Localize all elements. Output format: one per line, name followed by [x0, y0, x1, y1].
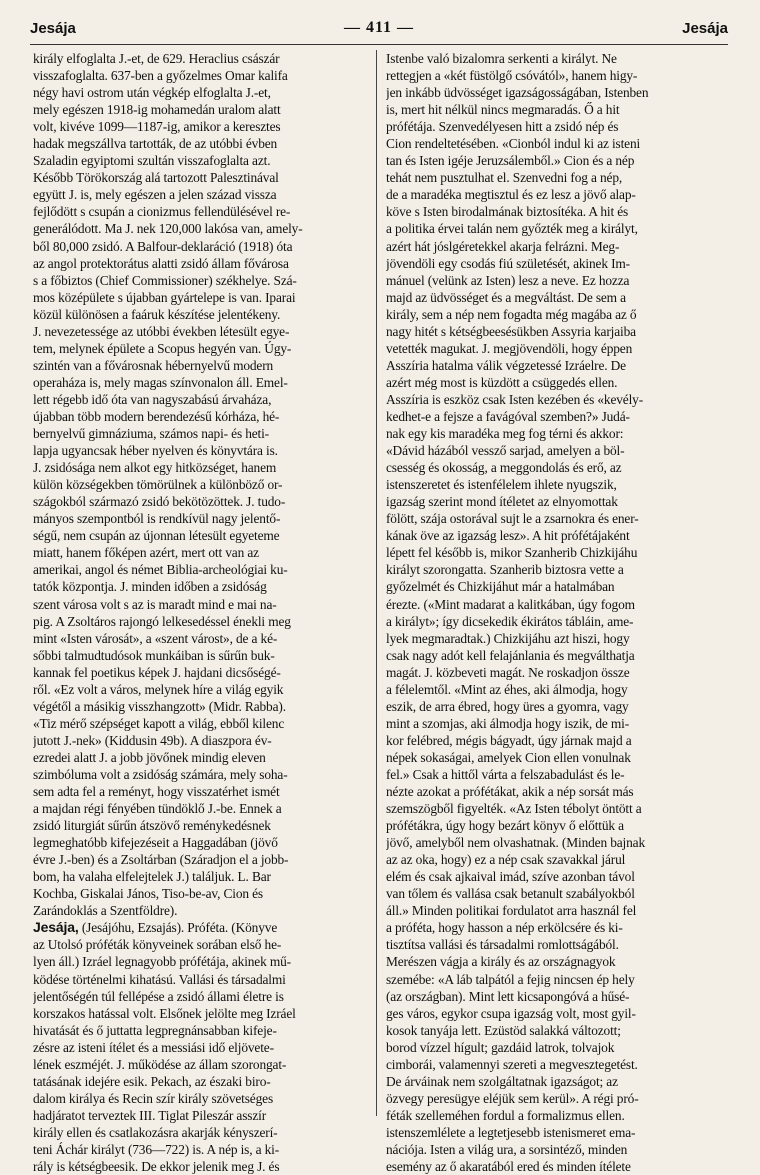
- right-column-line: azért még most is küzdött a csüggedés ellen.: [386, 374, 618, 390]
- right-column-line: Asszíria is eszköz csak Isten kezében és «kevély-: [386, 391, 644, 407]
- left-column-line: bernyelvű gimnáziuma, számos napi- és heti-: [33, 426, 269, 442]
- right-column-line: mint a szomjas, aki álmodja hogy iszik, de mi-: [386, 715, 630, 731]
- left-column-line: mos középülete s újabban gyártelepe is van. Iparai: [33, 289, 296, 305]
- right-column-line: azért hát jóslgéretekkel akarja felrázni. Meg-: [386, 238, 620, 254]
- right-column-line: kosok tanyája lett. Ezüstöd salakká változott;: [386, 1022, 621, 1038]
- left-column-line: tatók központja. J. minden időben a zsidóság: [33, 579, 267, 595]
- header-left-title: Jesája: [30, 19, 76, 37]
- right-column-line: kának öve az igazság lesz». A hit prófétájaként: [386, 528, 630, 544]
- left-column-line: operaháza is, mely magas színvonalon áll. Emel-: [33, 374, 288, 390]
- right-column-line: a politika érvei talán nem győzték meg a királyt,: [386, 221, 638, 237]
- right-column-line: istenszemlélete a legtetjesebb istenismeret ema-: [386, 1124, 636, 1140]
- right-column-line: fölött, szája ostorával sujt le a zsarnokra és ener-: [386, 511, 639, 527]
- left-column-line: kannak fel poetikus képek J. hajdani dicsőségé-: [33, 664, 281, 680]
- left-column-line: az angol protektorátus alatti zsidó állam fővárosa: [33, 255, 289, 271]
- header-right-title: Jesája: [682, 19, 728, 37]
- right-column-line: jen inkább üdvösséget igazságosságában, Istenben: [386, 85, 649, 101]
- left-column-line: sőbbi talmudtudósok munkáiban is sűrűn buk-: [33, 647, 275, 663]
- right-column-line: szemébe: «A láb talpától a fejig nincsen ép hely: [386, 971, 635, 987]
- left-column-line: Jesája, (Jesájóhu, Ezsajás). Próféta. (Könyve: [33, 919, 278, 936]
- left-column-line: négy havi ostrom után végkép elfoglalta J.-et,: [33, 85, 271, 101]
- left-column-line: szintén van a fővárosnak hébernyelvű modern: [33, 357, 274, 373]
- right-column-line: csak nagy adót kell felajánlania és megválthatja: [386, 647, 635, 663]
- right-column-line: királyt szorongatta. Szanherib biztosra vette a: [386, 562, 624, 578]
- right-column-line: féták szelleméhen fordul a formalizmus ellen.: [386, 1107, 625, 1123]
- right-column-line: kedhet-e a fejsze a favágóval szemben?» Judá-: [386, 408, 630, 424]
- right-column-line: lépett fel később is, mikor Szanherib Chizkijáhu: [386, 545, 638, 561]
- left-column-line: fejlődött s csupán a cionizmus fellendülésével re-: [33, 204, 291, 220]
- left-column-line: dalom királya és Recin szír király szövetséges: [33, 1090, 274, 1106]
- right-column-line: király, sem a nép nem fogadta még magába az ő: [386, 306, 637, 322]
- left-column-line: pig. A Zsoltáros rajongó lelkesedéssel énekli meg: [33, 613, 291, 629]
- right-column-line: (az országban). Mint lett kicsapongóvá a hűsé-: [386, 988, 630, 1004]
- right-column-line: Istenbe való bizalomra serkenti a királyt. Ne: [386, 51, 617, 66]
- left-column-line: visszafoglalta. 637-ben a győzelmes Omar kalifa: [33, 68, 288, 84]
- left-column-line: lének eszméjét. J. működése az állam szorongat-: [33, 1056, 287, 1072]
- right-column-line: kor felébred, mégis bágyadt, úgy járnak majd a: [386, 732, 632, 748]
- right-column-line: fel.» Csak a hittől várta a felszabadulást és le-: [386, 766, 625, 782]
- right-column-line: köve s Isten birodalmának biztosítéka. A hit és: [386, 204, 629, 220]
- left-column-line: jutott J.-nek» (Kiddusin 49b). A diaszpora év-: [33, 732, 272, 748]
- left-column-line: sem adta fel a reményt, hogy visszatérhet ismét: [33, 784, 280, 800]
- left-column-line: volt, kivéve 1099—1187-ig, amikor a keresztes: [33, 119, 281, 135]
- right-column-line: elém és csak ajkaival imád, szíve azonban távol: [386, 869, 635, 885]
- left-column-line: külön községekben tömörülnek a különböző or-: [33, 477, 283, 493]
- running-header: [30, 14, 728, 42]
- right-column-line: jövendöli egy csodás fiú születését, akinek Im-: [386, 255, 630, 271]
- right-column-line: prófétája. Szenvedélyesen hitt a zsidó nép és: [386, 119, 619, 135]
- right-column-line: az az oka, hogy) ez a nép csak szavakkal járul: [386, 852, 626, 868]
- right-column-line: majd az üdvösséget és a megváltást. De sem a: [386, 289, 626, 305]
- right-column-line: tan és Isten igéje Jeruzsálemből.» Cion és a nép: [386, 153, 635, 169]
- left-column-line: szágokból származó zsidó bekötözöttek. J. tudo-: [33, 494, 286, 510]
- left-column-line: bom, ha valaha elfelejtelek J.) találjuk. L. Bar: [33, 869, 271, 885]
- right-column-line: igazság szerint mond ítéletet az elnyomottak: [386, 494, 618, 510]
- right-column-line: nézte azokat a prófétákat, akik a nép sorsát más: [386, 784, 634, 800]
- right-column-line: prófétákra, úgy hogy bezárt könyv ő előttük a: [386, 818, 624, 834]
- left-column-line: miatt, hanem főképen azért, mert ott van az: [33, 545, 259, 561]
- right-column-line: jövő, amelyből nem olvashatnak. (Minden bajnak: [386, 835, 645, 851]
- right-column-line: áll.» Minden politikai fordulatot arra használ fel: [386, 903, 637, 919]
- left-column-line: tem, melynek épülete a Scopus hegyén van. Úgy-: [33, 340, 292, 356]
- left-column-line: teni Áchár királyt (736—722) is. A nép is, a ki-: [33, 1142, 280, 1157]
- right-column-line: a félelemtől. «Mint az éhes, aki álmodja, hogy: [386, 681, 628, 697]
- right-column-line: mánuel (velünk az Isten) lesz a neve. Ez hozza: [386, 272, 630, 288]
- left-column-line: s a főbiztos (Chief Commissioner) székhelye. Szá-: [33, 272, 297, 288]
- right-column-line: tisztítsa vallási és társadalmi romlottságából.: [386, 937, 619, 953]
- left-column-line: lett régebb idő óta van nagyszabású árvaháza,: [33, 391, 272, 407]
- right-column-line: van tőlem és vallása csak betanult szabályokból: [386, 886, 635, 902]
- left-column-line: J. zsidósága nem alkot egy hitközséget, hanem: [33, 460, 277, 476]
- right-column-line: de a maradéka megtisztul és ez lesz a jövő alap-: [386, 187, 636, 203]
- right-column-line: érezte. («Mint madarat a kalitkában, úgy fogom: [386, 596, 635, 612]
- right-column-line: nációja. Isten a világ ura, a sorsintéző, minden: [386, 1142, 628, 1157]
- left-column-line: rály is kétségbeesik. De ekkor jelenik meg J. és: [33, 1159, 280, 1175]
- right-column-line: szemszögből figyelték. «Az Isten tébolyt öntött a: [386, 801, 642, 817]
- right-column-line: ges város, egykor csupa igazság volt, most gyil-: [386, 1005, 636, 1021]
- right-column-line: a királyt»; így dicsekedik ékirátos tábláin, ame-: [386, 613, 634, 629]
- header-rule: [30, 44, 728, 45]
- left-column-line: legmeghatóbb kifejezéseit a Haggadában (jövő: [33, 835, 278, 851]
- left-column-line: Zarándoklás a Szentföldre).: [33, 903, 178, 919]
- right-column-line: cimborái, valamennyi szereti a megvesztegetést.: [386, 1056, 638, 1072]
- left-column-line: zsidó liturgiát sűrűn átszövő reménykedésnek: [33, 818, 271, 834]
- right-column-line: istenszeretet és istenfélelem ihlete nyugszik,: [386, 477, 617, 493]
- column-divider: [376, 50, 377, 1116]
- left-column-line: mányos szempontból is rendkívül nagy jelentő-: [33, 511, 281, 527]
- left-column-line: zésre az isteni ítélet és a messiási idő eljövete-: [33, 1039, 274, 1055]
- left-column-line: király ellen és csatlakozásra akarják kényszerí-: [33, 1124, 278, 1140]
- left-column-line: Kochba, Giskalai János, Tiso-be-av, Cion és: [33, 886, 263, 902]
- left-column-line: amerikai, angol és német Biblia-archeológiai ku-: [33, 562, 288, 578]
- right-column-line: Asszíria hatalma válik végzetessé Izráelre. De: [386, 357, 626, 373]
- right-column-line: nak egy kis maradéka meg fog térni és akkor:: [386, 426, 624, 442]
- left-column-line: évre J.-ben) és a Zsoltárban (Száradjon el a jobb-: [33, 852, 289, 868]
- right-column-line: vetették magukat. J. megjövendöli, hogy éppen: [386, 340, 633, 356]
- left-column-line: szent városa volt s az is maradt mind e mai na-: [33, 596, 277, 612]
- left-column-line: hadak megszállva tartották, de az utóbbi évben: [33, 136, 278, 152]
- left-column-line: közül különösen a faáruk készítése jelentékeny.: [33, 306, 281, 322]
- left-column-line: együtt J. is, mely egészen a jelen század vissza: [33, 187, 277, 203]
- right-column-line: borod vízzel hígult; gazdáid latrok, tolvajok: [386, 1039, 615, 1055]
- left-column-line: az Utolsó próféták könyveinek sorában első he-: [33, 937, 282, 953]
- right-column-line: Merészen vágja a király és az országnagyok: [386, 954, 616, 970]
- right-column-line: özvegy peresügye eléjük sem kerül». A régi pró-: [386, 1090, 639, 1106]
- left-column-line: Később Törökország alá tartozott Palesztinával: [33, 170, 279, 186]
- right-column-line: győzelmét és Chizkijáhut már a hatalmában: [386, 579, 615, 595]
- left-column-line: ködése történelmi kihatású. Vallási és társadalmi: [33, 971, 286, 987]
- left-column-line: jelentőségén túl fellépése a zsidó állami életre is: [33, 988, 284, 1004]
- entry-headword: Jesája,: [33, 919, 79, 936]
- left-column-line: hivatását és ő juttatta legpregnánsabban kifeje-: [33, 1022, 277, 1038]
- left-column-line: ségű, nem csupán az újonnan létesült egyeteme: [33, 528, 280, 544]
- left-column-line: J. nevezetessége az utóbbi években létesült egye-: [33, 323, 290, 339]
- left-column-line: generálódott. Ma J. nek 120,000 lakósa van, amely-: [33, 221, 303, 237]
- right-column-line: is, mert hit nélkül nincs megmaradás. Ő a hit: [386, 102, 620, 118]
- right-column-line: Cion rendeltetésében. «Cionból indul ki az isteni: [386, 136, 641, 152]
- right-column: [386, 50, 723, 1175]
- left-column-line: lapja ugyancsak héber nyelven és könyvtára is.: [33, 443, 278, 459]
- left-column-line: ezredei alatt J. a jobb jövőnek mindig eleven: [33, 749, 266, 765]
- left-column-line: «Tiz mérő szépséget kapott a világ, ebből kilenc: [33, 715, 285, 731]
- left-column-line: mely egészen 1918-ig mohamedán uralom alatt: [33, 102, 281, 118]
- right-column-line: tehát nem pusztulhat el. Szenvedni fog a nép,: [386, 170, 623, 186]
- left-column-line: mint «Isten városát», a «szent várost», de a ké-: [33, 630, 278, 646]
- left-column-line: korszakos hatással volt. Elsőnek jelölte meg Izráel: [33, 1005, 296, 1021]
- left-column-line: király elfoglalta J.-et, de 629. Heraclius császár: [33, 51, 280, 66]
- left-column-line: végétől a másikig visszhangzott» (Midr. Rabba).: [33, 698, 286, 714]
- right-column-line: nagy hitét s kétségbeesésükben Assyria karjaiba: [386, 323, 636, 339]
- right-column-line: «Dávid házából vessző sarjad, amelyen a böl-: [386, 443, 625, 459]
- left-column-line: a majdan régi fényében tündöklő J.-be. Ennek a: [33, 801, 282, 817]
- right-column-line: csesség és okosság, a meggondolás és erő, az: [386, 460, 622, 476]
- right-column-line: magát. J. közbeveti magát. Ne roskadjon össze: [386, 664, 630, 680]
- left-column-line: hadjáratot terveztek III. Tiglat Pileszár asszír: [33, 1107, 267, 1123]
- right-column-line: eszik, de arra ébred, hogy üres a gyomra, vagy: [386, 698, 629, 714]
- right-column-line: De árváinak nem szolgáltatnak igazságot; az: [386, 1073, 618, 1089]
- left-column-line: ből 80,000 zsidó. A Balfour-deklaráció (1918) óta: [33, 238, 293, 254]
- right-column-line: rettegjen a «két füstölgő csóvától», hanem higy-: [386, 68, 638, 84]
- left-column-line: tatásának idejére esik. Pekach, az északi biro-: [33, 1073, 271, 1089]
- right-column-line: a próféta, hogy hasson a nép erkölcsére és ki-: [386, 920, 623, 936]
- right-column-line: esemény az ő akaratából ered és minden ítélete: [386, 1159, 631, 1175]
- page-number: — 411 —: [343, 19, 415, 36]
- right-column-line: népek sokaságai, amelyek Cion ellen vonulnak: [386, 749, 631, 765]
- left-column: [33, 50, 370, 1175]
- left-column-line: ről. «Ez volt a város, melynek híre a világ egyik: [33, 681, 284, 697]
- left-column-line: lyen áll.) Izráel legnagyobb prófétája, akinek mű-: [33, 954, 291, 970]
- left-column-line: Szaladin egyiptomi szultán visszafoglalta azt.: [33, 153, 271, 169]
- left-column-line: újabban több modern berendezésű kórháza, hé-: [33, 408, 280, 424]
- right-column-line: lyek megmaradtak.) Chizkijáhu azt hiszi, hogy: [386, 630, 630, 646]
- left-column-line: szimbóluma volt a zsidóság számára, mely soha-: [33, 766, 288, 782]
